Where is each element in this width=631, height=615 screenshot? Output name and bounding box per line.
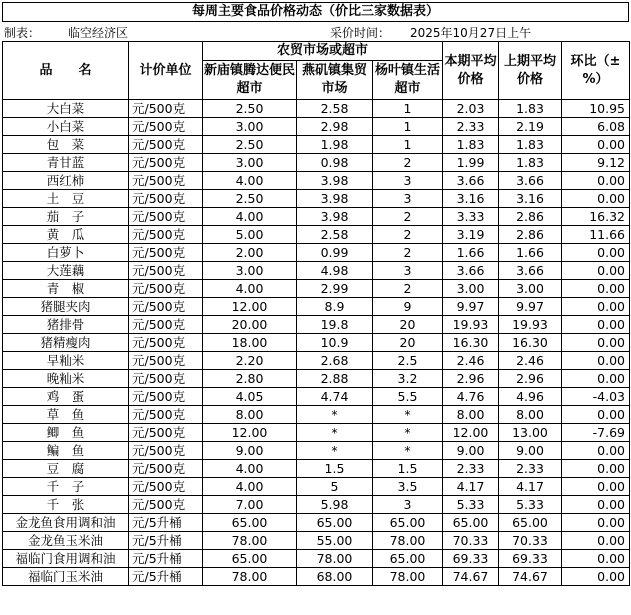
cell-unit: 元/500克 (129, 190, 203, 208)
cell-avg-last: 13.00 (499, 424, 562, 442)
cell-market-1: 20.00 (203, 316, 297, 334)
cell-name: 早籼米 (3, 352, 129, 370)
cell-market-3: 2 (373, 208, 443, 226)
cell-avg-current: 2.96 (443, 370, 499, 388)
cell-name: 鳊 鱼 (3, 442, 129, 460)
cell-avg-current: 3.16 (443, 190, 499, 208)
cell-avg-current: 74.67 (443, 568, 499, 586)
cell-name: 包 菜 (3, 136, 129, 154)
table-row (3, 172, 630, 190)
cell-market-2: 2.58 (297, 100, 373, 118)
cell-name: 土 豆 (3, 190, 129, 208)
table-row (3, 424, 630, 442)
cell-market-3: 2 (373, 244, 443, 262)
cell-avg-current: 69.33 (443, 550, 499, 568)
cell-avg-last: 4.96 (499, 388, 562, 406)
cell-market-3: 9 (373, 298, 443, 316)
cell-market-2: 0.99 (297, 244, 373, 262)
cell-market-1: 4.05 (203, 388, 297, 406)
table-row (3, 406, 630, 424)
table-row (3, 442, 630, 460)
cell-avg-current: 2.03 (443, 100, 499, 118)
cell-market-2: 0.98 (297, 154, 373, 172)
sheet-title: 每周主要食品价格动态（价比三家数据表） (2, 2, 629, 22)
cell-avg-last: 3.00 (499, 280, 562, 298)
cell-avg-current: 19.93 (443, 316, 499, 334)
cell-change: 16.32 (562, 208, 630, 226)
table-row (3, 316, 630, 334)
cell-avg-current: 3.00 (443, 280, 499, 298)
cell-name: 鲫 鱼 (3, 424, 129, 442)
cell-market-2: * (297, 442, 373, 460)
cell-market-3: 65.00 (373, 550, 443, 568)
cell-avg-last: 1.83 (499, 154, 562, 172)
cell-market-3: 3 (373, 190, 443, 208)
cell-avg-current: 9.00 (443, 442, 499, 460)
cell-avg-last: 3.16 (499, 190, 562, 208)
cell-avg-last: 4.17 (499, 478, 562, 496)
cell-market-3: 20 (373, 334, 443, 352)
cell-market-1: 4.00 (203, 172, 297, 190)
cell-unit: 元/500克 (129, 262, 203, 280)
cell-unit: 元/500克 (129, 208, 203, 226)
cell-market-1: 65.00 (203, 550, 297, 568)
cell-avg-current: 8.00 (443, 406, 499, 424)
cell-avg-current: 1.83 (443, 136, 499, 154)
cell-name: 猪腿夹肉 (3, 298, 129, 316)
cell-change: -4.03 (562, 388, 630, 406)
cell-avg-current: 65.00 (443, 514, 499, 532)
table-row (3, 190, 630, 208)
cell-market-1: 12.00 (203, 298, 297, 316)
maker-label: 制表： (4, 26, 41, 40)
cell-change: 0.00 (562, 190, 630, 208)
cell-change: 0.00 (562, 496, 630, 514)
cell-unit: 元/500克 (129, 406, 203, 424)
cell-change: 0.00 (562, 532, 630, 550)
cell-market-3: 65.00 (373, 514, 443, 532)
cell-change: 0.00 (562, 478, 630, 496)
cell-avg-last: 1.66 (499, 244, 562, 262)
cell-change: 9.12 (562, 154, 630, 172)
time-label: 采价时间： (330, 26, 391, 40)
cell-avg-last: 2.86 (499, 208, 562, 226)
table-row (3, 352, 630, 370)
cell-change: 0.00 (562, 352, 630, 370)
cell-name: 千 子 (3, 478, 129, 496)
cell-avg-current: 4.17 (443, 478, 499, 496)
cell-unit: 元/500克 (129, 352, 203, 370)
table-row (3, 118, 630, 136)
cell-market-1: 2.80 (203, 370, 297, 388)
cell-market-2: 3.98 (297, 208, 373, 226)
cell-unit: 元/500克 (129, 388, 203, 406)
cell-market-3: 2.5 (373, 352, 443, 370)
cell-market-2: 19.8 (297, 316, 373, 334)
cell-market-2: 4.74 (297, 388, 373, 406)
cell-market-3: 3.5 (373, 478, 443, 496)
table-row (3, 100, 630, 118)
cell-avg-current: 4.76 (443, 388, 499, 406)
cell-avg-last: 1.83 (499, 100, 562, 118)
cell-market-2: 2.98 (297, 118, 373, 136)
cell-market-2: * (297, 424, 373, 442)
cell-market-3: 3 (373, 172, 443, 190)
cell-avg-last: 2.33 (499, 460, 562, 478)
cell-market-2: 2.88 (297, 370, 373, 388)
cell-name: 大白菜 (3, 100, 129, 118)
cell-change: 0.00 (562, 514, 630, 532)
cell-market-3: 1 (373, 118, 443, 136)
cell-unit: 元/500克 (129, 316, 203, 334)
cell-unit: 元/500克 (129, 136, 203, 154)
table-row (3, 496, 630, 514)
cell-name: 白萝卜 (3, 244, 129, 262)
header-market-1: 新庙镇腾达便民超市 (203, 61, 297, 100)
table-row (3, 550, 630, 568)
table-row (3, 532, 630, 550)
cell-avg-last: 65.00 (499, 514, 562, 532)
cell-market-1: 2.50 (203, 190, 297, 208)
cell-unit: 元/500克 (129, 334, 203, 352)
cell-name: 小白菜 (3, 118, 129, 136)
cell-market-2: 1.98 (297, 136, 373, 154)
cell-market-3: 3.2 (373, 370, 443, 388)
cell-unit: 元/500克 (129, 460, 203, 478)
cell-market-1: 5.00 (203, 226, 297, 244)
cell-name: 青 椒 (3, 280, 129, 298)
cell-market-3: * (373, 442, 443, 460)
cell-market-2: 2.68 (297, 352, 373, 370)
table-row (3, 460, 630, 478)
table-row (3, 262, 630, 280)
cell-market-1: 2.20 (203, 352, 297, 370)
cell-change: 0.00 (562, 406, 630, 424)
table-row (3, 154, 630, 172)
cell-market-1: 78.00 (203, 568, 297, 586)
header-avg-last: 上期平均价格 (499, 42, 562, 100)
header-unit: 计价单位 (129, 42, 203, 100)
cell-change: 0.00 (562, 370, 630, 388)
cell-unit: 元/500克 (129, 496, 203, 514)
cell-avg-current: 3.33 (443, 208, 499, 226)
cell-market-2: 5.98 (297, 496, 373, 514)
cell-market-3: 78.00 (373, 568, 443, 586)
cell-avg-current: 16.30 (443, 334, 499, 352)
cell-market-1: 4.00 (203, 280, 297, 298)
cell-unit: 元/500克 (129, 226, 203, 244)
cell-market-3: 78.00 (373, 532, 443, 550)
header-market-group: 农贸市场或超市 (203, 42, 443, 61)
cell-market-1: 2.00 (203, 244, 297, 262)
cell-change: 0.00 (562, 244, 630, 262)
table-row (3, 388, 630, 406)
cell-unit: 元/500克 (129, 478, 203, 496)
cell-avg-last: 1.83 (499, 136, 562, 154)
cell-market-2: 4.98 (297, 262, 373, 280)
cell-market-3: 1 (373, 136, 443, 154)
cell-name: 茄 子 (3, 208, 129, 226)
cell-unit: 元/500克 (129, 244, 203, 262)
cell-name: 鸡 蛋 (3, 388, 129, 406)
cell-market-1: 9.00 (203, 442, 297, 460)
cell-name: 福临门食用调和油 (3, 550, 129, 568)
cell-market-1: 7.00 (203, 496, 297, 514)
cell-market-3: 1 (373, 100, 443, 118)
cell-market-3: 3 (373, 262, 443, 280)
cell-unit: 元/500克 (129, 280, 203, 298)
cell-market-3: 5.5 (373, 388, 443, 406)
cell-unit: 元/500克 (129, 100, 203, 118)
cell-change: 0.00 (562, 568, 630, 586)
cell-change: 0.00 (562, 262, 630, 280)
cell-avg-current: 2.33 (443, 460, 499, 478)
cell-avg-last: 19.93 (499, 316, 562, 334)
cell-market-3: 2 (373, 226, 443, 244)
cell-market-2: 3.98 (297, 172, 373, 190)
cell-market-1: 65.00 (203, 514, 297, 532)
cell-name: 豆 腐 (3, 460, 129, 478)
table-row (3, 514, 630, 532)
cell-name: 猪精瘦肉 (3, 334, 129, 352)
cell-avg-last: 70.33 (499, 532, 562, 550)
cell-avg-last: 2.19 (499, 118, 562, 136)
cell-name: 金龙鱼食用调和油 (3, 514, 129, 532)
cell-avg-last: 69.33 (499, 550, 562, 568)
cell-unit: 元/5升桶 (129, 568, 203, 586)
cell-name: 青甘蓝 (3, 154, 129, 172)
table-row (3, 298, 630, 316)
cell-change: 0.00 (562, 460, 630, 478)
cell-change: 0.00 (562, 550, 630, 568)
cell-market-1: 12.00 (203, 424, 297, 442)
cell-market-3: 1.5 (373, 460, 443, 478)
cell-name: 猪排骨 (3, 316, 129, 334)
cell-avg-last: 9.97 (499, 298, 562, 316)
table-row (3, 226, 630, 244)
cell-avg-last: 3.66 (499, 262, 562, 280)
cell-market-2: 78.00 (297, 550, 373, 568)
cell-market-1: 78.00 (203, 532, 297, 550)
cell-change: 0.00 (562, 334, 630, 352)
cell-market-1: 3.00 (203, 154, 297, 172)
cell-change: 11.66 (562, 226, 630, 244)
cell-market-1: 4.00 (203, 208, 297, 226)
cell-market-1: 4.00 (203, 478, 297, 496)
cell-market-3: 2 (373, 154, 443, 172)
cell-unit: 元/500克 (129, 154, 203, 172)
table-row (3, 568, 630, 586)
cell-change: 6.08 (562, 118, 630, 136)
cell-avg-last: 9.00 (499, 442, 562, 460)
table-row (3, 334, 630, 352)
cell-name: 千 张 (3, 496, 129, 514)
cell-market-3: 3 (373, 496, 443, 514)
cell-avg-last: 74.67 (499, 568, 562, 586)
cell-avg-last: 8.00 (499, 406, 562, 424)
cell-market-2: 8.9 (297, 298, 373, 316)
cell-market-2: * (297, 406, 373, 424)
table-row (3, 208, 630, 226)
cell-market-2: 2.99 (297, 280, 373, 298)
cell-market-1: 2.50 (203, 136, 297, 154)
cell-change: 0.00 (562, 442, 630, 460)
header-market-2: 燕矶镇集贸市场 (297, 61, 373, 100)
cell-market-2: 10.9 (297, 334, 373, 352)
header-market-3: 杨叶镇生活超市 (373, 61, 443, 100)
cell-market-1: 18.00 (203, 334, 297, 352)
price-table (2, 41, 630, 586)
cell-avg-last: 2.46 (499, 352, 562, 370)
cell-unit: 元/500克 (129, 298, 203, 316)
header-name: 品 名 (3, 42, 129, 100)
table-row (3, 280, 630, 298)
cell-avg-last: 2.96 (499, 370, 562, 388)
cell-avg-current: 12.00 (443, 424, 499, 442)
cell-change: 0.00 (562, 280, 630, 298)
cell-avg-current: 70.33 (443, 532, 499, 550)
table-row (3, 478, 630, 496)
cell-unit: 元/500克 (129, 172, 203, 190)
cell-market-2: 5 (297, 478, 373, 496)
cell-change: 0.00 (562, 172, 630, 190)
cell-change: 10.95 (562, 100, 630, 118)
cell-change: 0.00 (562, 316, 630, 334)
cell-name: 黄 瓜 (3, 226, 129, 244)
cell-avg-current: 5.33 (443, 496, 499, 514)
cell-market-1: 2.50 (203, 100, 297, 118)
cell-market-3: * (373, 424, 443, 442)
cell-avg-current: 2.46 (443, 352, 499, 370)
cell-unit: 元/500克 (129, 370, 203, 388)
cell-change: -7.69 (562, 424, 630, 442)
cell-change: 0.00 (562, 136, 630, 154)
cell-unit: 元/500克 (129, 442, 203, 460)
cell-change: 0.00 (562, 298, 630, 316)
cell-avg-current: 3.66 (443, 172, 499, 190)
cell-avg-current: 1.66 (443, 244, 499, 262)
cell-avg-current: 2.33 (443, 118, 499, 136)
cell-market-1: 4.00 (203, 460, 297, 478)
cell-avg-current: 1.99 (443, 154, 499, 172)
table-row (3, 244, 630, 262)
cell-market-2: 65.00 (297, 514, 373, 532)
cell-market-2: 68.00 (297, 568, 373, 586)
cell-unit: 元/5升桶 (129, 514, 203, 532)
maker-value: 临空经济区 (68, 26, 129, 40)
cell-market-1: 3.00 (203, 118, 297, 136)
cell-unit: 元/500克 (129, 118, 203, 136)
cell-avg-last: 16.30 (499, 334, 562, 352)
cell-market-3: 20 (373, 316, 443, 334)
cell-market-1: 3.00 (203, 262, 297, 280)
cell-unit: 元/5升桶 (129, 550, 203, 568)
cell-market-1: 8.00 (203, 406, 297, 424)
header-change: 环比（±%） (562, 42, 630, 100)
cell-market-2: 2.58 (297, 226, 373, 244)
cell-name: 大莲藕 (3, 262, 129, 280)
cell-avg-current: 3.19 (443, 226, 499, 244)
cell-market-3: * (373, 406, 443, 424)
table-row (3, 370, 630, 388)
cell-unit: 元/5升桶 (129, 532, 203, 550)
cell-name: 福临门玉米油 (3, 568, 129, 586)
table-row (3, 136, 630, 154)
cell-avg-last: 2.86 (499, 226, 562, 244)
cell-avg-current: 9.97 (443, 298, 499, 316)
cell-market-2: 3.98 (297, 190, 373, 208)
cell-unit: 元/500克 (129, 424, 203, 442)
time-value: 2025年10月27日上午 (410, 26, 532, 40)
cell-market-3: 2 (373, 280, 443, 298)
cell-avg-current: 3.66 (443, 262, 499, 280)
header-avg-current: 本期平均价格 (443, 42, 499, 100)
cell-market-2: 1.5 (297, 460, 373, 478)
cell-name: 草 鱼 (3, 406, 129, 424)
cell-market-2: 55.00 (297, 532, 373, 550)
cell-name: 金龙鱼玉米油 (3, 532, 129, 550)
cell-name: 西红柿 (3, 172, 129, 190)
cell-name: 晚籼米 (3, 370, 129, 388)
cell-avg-last: 5.33 (499, 496, 562, 514)
cell-avg-last: 3.66 (499, 172, 562, 190)
